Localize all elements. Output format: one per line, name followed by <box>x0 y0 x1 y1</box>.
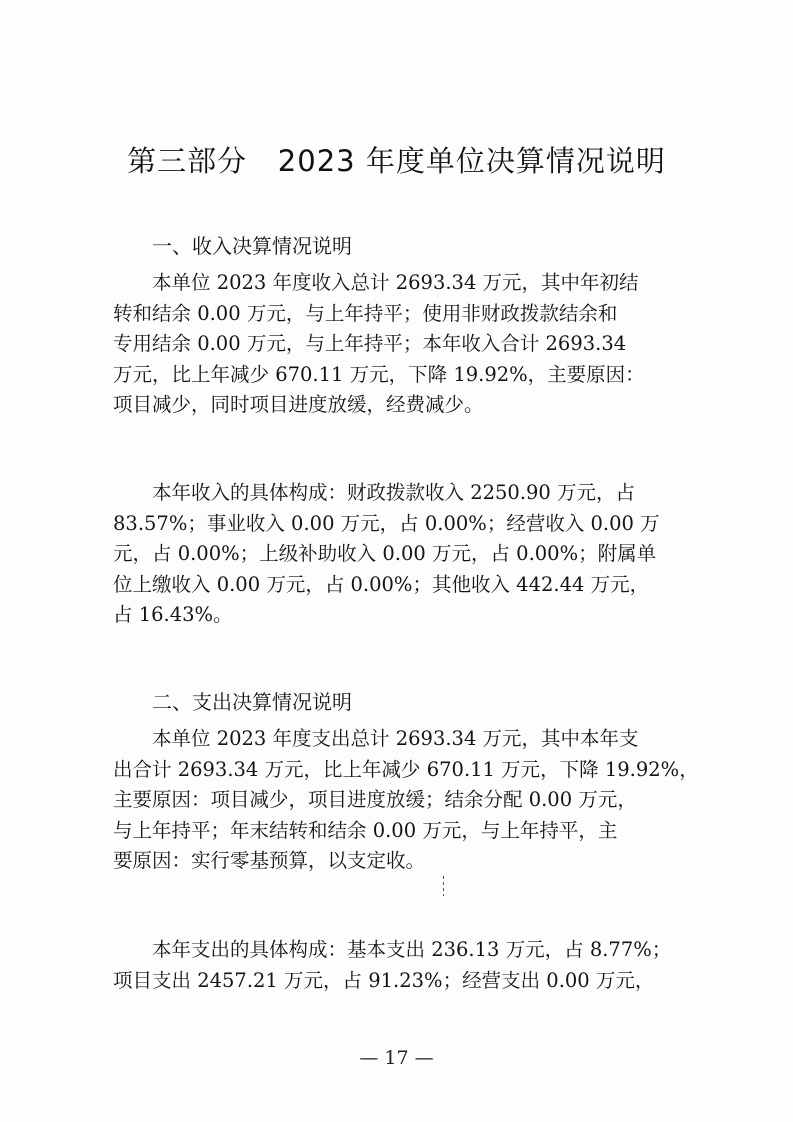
paragraph-line: 本年收入的具体构成：财政拨款收入 2250.90 万元，占 <box>113 481 636 504</box>
expenditure-summary-paragraph <box>113 724 699 877</box>
paragraph-line: 出合计 2693.34 万元，比上年减少 670.11 万元，下降 19.92%， <box>113 757 699 781</box>
paragraph-line: 专用结余 0.00 万元，与上年持平；本年收入合计 2693.34 <box>113 332 627 355</box>
paragraph-line: 占 16.43%。 <box>113 603 233 626</box>
paragraph-line: 转和结余 0.00 万元，与上年持平；使用非财政拨款结余和 <box>113 301 618 325</box>
scan-artifact <box>443 876 444 896</box>
paragraph-line: 本单位 2023 年度支出总计 2693.34 万元，其中本年支 <box>113 727 639 750</box>
paragraph-line: 项目支出 2457.21 万元，占 91.23%；经营支出 0.00 万元， <box>113 968 655 992</box>
paragraph-line: 万元，比上年减少 670.11 万元，下降 19.92%，主要原因： <box>113 362 645 386</box>
paragraph-line: 要原因：实行零基预算，以支定收。 <box>113 849 426 872</box>
paragraph-line: 与上年持平；年末结转和结余 0.00 万元，与上年持平，主 <box>113 818 618 842</box>
section-heading-expenditure: 二、支出决算情况说明 <box>152 690 352 714</box>
paragraph-line: 位上缴收入 0.00 万元，占 0.00%；其他收入 442.44 万元， <box>113 572 650 596</box>
income-composition-paragraph <box>113 478 683 631</box>
section-heading-income: 一、收入决算情况说明 <box>152 234 352 258</box>
paragraph-line: 83.57%；事业收入 0.00 万元，占 0.00%；经营收入 0.00 万 <box>113 511 660 535</box>
page-title: 第三部分 2023 年度单位决算情况说明 <box>127 144 666 178</box>
paragraph-line: 本单位 2023 年度收入总计 2693.34 万元，其中年初结 <box>113 271 639 294</box>
page-number: — 17 — <box>359 1047 434 1069</box>
paragraph-line: 主要原因：项目减少，项目进度放缓；结余分配 0.00 万元， <box>113 788 637 811</box>
paragraph-line: 本年支出的具体构成：基本支出 236.13 万元，占 8.77%； <box>113 938 672 961</box>
paragraph-line: 项目减少，同时项目进度放缓，经费减少。 <box>113 393 484 416</box>
income-summary-paragraph <box>113 268 683 421</box>
expenditure-composition-paragraph <box>113 935 683 996</box>
paragraph-line: 元，占 0.00%；上级补助收入 0.00 万元，占 0.00%；附属单 <box>113 542 657 565</box>
